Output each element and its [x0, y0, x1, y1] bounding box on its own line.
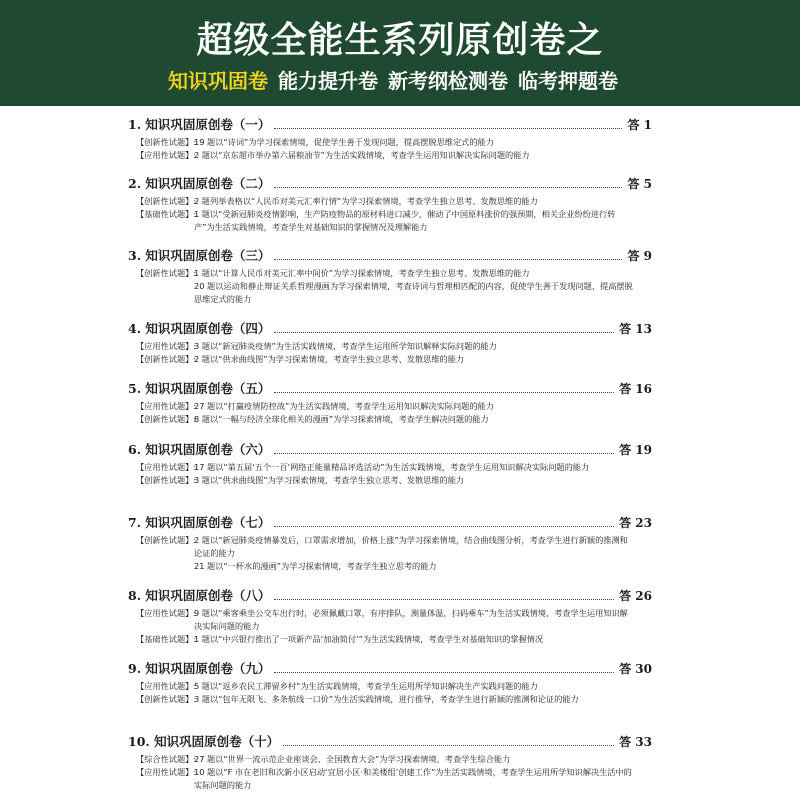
answer-page: 答 16 [619, 382, 652, 396]
list-item [128, 474, 652, 487]
entry-heading [128, 381, 652, 397]
entry-items [128, 195, 652, 234]
list-item [128, 461, 652, 474]
item-description: 17 题以“第五届‘五个一百’网络正能量精品评选活动”为生活实践情境，考查学生运用知识解决实际问题的能力 [194, 462, 590, 472]
answer-page: 答 5 [627, 177, 652, 191]
list-item [128, 400, 652, 413]
list-item [128, 208, 652, 234]
item-description: 5 题以“返乡农民工滞留乡村”为生活实践情境，考查学生运用所学知识解决生产实践问题的能力 [194, 681, 538, 691]
toc-entry-5[interactable] [128, 381, 652, 426]
list-item [128, 693, 652, 706]
entry-heading [128, 588, 652, 604]
item-description: 1 题以“中兴银行推出了一项新产品‘加油简付’”为生活实践情境，考查学生对基础知识的掌握情况 [194, 634, 544, 644]
entry-title: 5. 知识巩固原创卷（五） [128, 381, 271, 396]
toc-entry-9[interactable] [128, 661, 652, 706]
entry-items [128, 136, 652, 162]
entry-title: 4. 知识巩固原创卷（四） [128, 321, 271, 336]
item-category: 【基础性试题】: [136, 209, 197, 219]
entry-heading [128, 515, 652, 531]
answer-page: 答 30 [619, 662, 652, 676]
item-category: 【创新性试题】: [136, 694, 197, 704]
item-description: 3 题以“新冠肺炎疫情”为生活实践情境，考查学生运用所学知识解释实际问题的能力 [194, 341, 497, 351]
list-item [128, 136, 652, 149]
entry-items [128, 607, 652, 646]
list-item [128, 267, 652, 280]
answer-page: 答 1 [627, 118, 652, 132]
item-description: 21 题以“一杯水的漫画”为学习探索情境，考查学生独立思考的能力 [194, 561, 437, 571]
entry-heading [128, 117, 652, 133]
toc-entry-7[interactable] [128, 515, 652, 573]
leader-dots [283, 745, 614, 746]
item-category: 【创新性试题】: [136, 137, 197, 147]
item-category: 【应用性试题】: [136, 608, 197, 618]
entry-items [128, 534, 652, 573]
entry-title: 6. 知识巩固原创卷（六） [128, 442, 271, 457]
toc-entry-1[interactable] [128, 117, 652, 162]
item-description: 2 题列举表格以“人民币对美元汇率行情”为学习探索情境，考查学生独立思考、发散思维的能力 [194, 196, 538, 206]
answer-page: 答 33 [619, 735, 652, 749]
list-item [128, 280, 652, 306]
answer-page: 答 23 [619, 516, 652, 530]
item-category: 【创新性试题】: [136, 268, 197, 278]
item-description: 8 题以“一幅与经济全球化相关的漫画”为学习探索情境，考查学生解决问题的能力 [194, 414, 489, 424]
entry-title: 10. 知识巩固原创卷（十） [128, 734, 280, 749]
list-item [128, 149, 652, 162]
item-description: 2 题以“京东超市举办第六届粮油节”为生活实践情境，考查学生运用知识解决实际问题的能力 [194, 150, 530, 160]
answer-page: 答 19 [619, 443, 652, 457]
entry-title: 9. 知识巩固原创卷（九） [128, 661, 271, 676]
item-description: 2 题以“供求曲线图”为学习探索情境，考查学生独立思考、发散思维的能力 [194, 354, 465, 364]
item-description: 1 题以“计算人民币对美元汇率中间价”为学习探索情境，考查学生独立思考、发散思维的能力 [194, 268, 530, 278]
list-item [128, 680, 652, 693]
item-category: 【创新性试题】: [136, 354, 197, 364]
entry-title: 2. 知识巩固原创卷（二） [128, 176, 271, 191]
entry-items [128, 680, 652, 706]
item-category: 【应用性试题】: [136, 341, 197, 351]
entry-heading [128, 442, 652, 458]
item-description: 20 题以运动和静止辩证关系哲理漫画为学习探索情境，考查诗词与哲理相匹配的内容，促使学生善于发现问题，提高摆脱思维定式的能力 [194, 281, 633, 304]
item-category: 【应用性试题】: [136, 401, 197, 411]
item-description: 10 题以“F 市在老旧和次新小区启动‘宜居小区·和美楼组’创建工作”为生活实践情境，考查学生运用所学知识解决生活中的实际问题的能力 [194, 767, 632, 790]
item-description: 3 题以“供求曲线图”为学习探索情境，考查学生独立思考、发散思维的能力 [194, 475, 465, 485]
item-description: 1 题以“受新冠肺炎疫情影响，生产防疫物品的原材料进口减少，催动了中国原料涨价的强预期，相关企业纷纷进行转产”为生活实践情境，考查学生对基础知识的掌握情况及理解能力 [194, 209, 616, 232]
entry-heading [128, 661, 652, 677]
answer-page: 答 13 [619, 322, 652, 336]
entry-items [128, 461, 652, 487]
leader-dots [274, 332, 614, 333]
answer-page: 答 9 [627, 249, 652, 263]
toc-entry-3[interactable] [128, 248, 652, 306]
toc-entry-4[interactable] [128, 321, 652, 366]
item-description: 3 题以“包年无限飞、多条航线一口价”为生活实践情境，进行推导，考查学生进行新颖的推测和论证的能力 [194, 694, 579, 704]
entry-title: 3. 知识巩固原创卷（三） [128, 248, 271, 263]
leader-dots [274, 187, 622, 188]
entry-items [128, 267, 652, 306]
list-item [128, 753, 652, 766]
entry-items [128, 753, 652, 792]
item-category: 【应用性试题】: [136, 681, 197, 691]
subtitle-ability: 能力提升卷 [278, 68, 378, 93]
list-item [128, 560, 652, 573]
entry-heading [128, 734, 652, 750]
toc-entry-6[interactable] [128, 442, 652, 487]
item-category: 【创新性试题】: [136, 535, 197, 545]
leader-dots [274, 453, 614, 454]
item-description: 9 题以“乘客乘坐公交车出行时，必须佩戴口罩，有序排队，测量体温，扫码乘车”为生活实践情境，考查学生运用知识解决实际问题的能力 [194, 608, 628, 631]
list-item [128, 633, 652, 646]
item-description: 27 题以“世界一流示范企业座谈会、全国教育大会”为学习探索情境，考查学生综合能力 [194, 754, 511, 764]
item-category: 【应用性试题】: [136, 462, 197, 472]
leader-dots [274, 526, 614, 527]
leader-dots [274, 392, 614, 393]
item-category: 【创新性试题】: [136, 196, 197, 206]
entry-title: 8. 知识巩固原创卷（八） [128, 588, 271, 603]
subtitle-final-exam: 临考押题卷 [518, 68, 618, 93]
entry-heading [128, 176, 652, 192]
item-category: 【创新性试题】: [136, 475, 197, 485]
list-item [128, 340, 652, 353]
list-item [128, 607, 652, 633]
leader-dots [274, 599, 614, 600]
list-item [128, 195, 652, 208]
item-category: 【应用性试题】: [136, 150, 197, 160]
subtitle-new-syllabus: 新考纲检测卷 [388, 68, 508, 93]
item-category: 【创新性试题】: [136, 414, 197, 424]
series-title: 超级全能生系列原创卷之 [196, 20, 604, 61]
entry-heading [128, 321, 652, 337]
entry-items [128, 340, 652, 366]
leader-dots [274, 672, 614, 673]
item-category: 【应用性试题】: [136, 767, 197, 777]
item-category: 【综合性试题】: [136, 754, 197, 764]
list-item [128, 413, 652, 426]
leader-dots [274, 128, 622, 129]
item-description: 2 题以“新冠肺炎疫情暴发后，口罩需求增加，价格上涨”为学习探索情境，结合曲线图分析，考查学生进行新颖的推测和论证的能力 [194, 535, 628, 558]
list-item [128, 353, 652, 366]
entry-heading [128, 248, 652, 264]
item-description: 19 题以“诗词”为学习探索情境，促使学生善于发现问题，提高摆脱思维定式的能力 [194, 137, 494, 147]
item-category [128, 560, 194, 573]
subtitle-knowledge: 知识巩固卷 [168, 68, 268, 93]
toc-entry-2[interactable] [128, 176, 652, 234]
list-item [128, 534, 652, 560]
item-category: 【基础性试题】: [136, 634, 197, 644]
toc-entry-10[interactable] [128, 734, 652, 792]
leader-dots [274, 259, 622, 260]
item-category [128, 280, 194, 306]
item-description: 27 题以“打赢疫情防控战”为生活实践情境，考查学生运用知识解决实际问题的能力 [194, 401, 494, 411]
answer-page: 答 26 [619, 589, 652, 603]
entry-title: 1. 知识巩固原创卷（一） [128, 117, 271, 132]
entry-items [128, 400, 652, 426]
toc-entry-8[interactable] [128, 588, 652, 646]
entry-title: 7. 知识巩固原创卷（七） [128, 515, 271, 530]
list-item [128, 766, 652, 792]
